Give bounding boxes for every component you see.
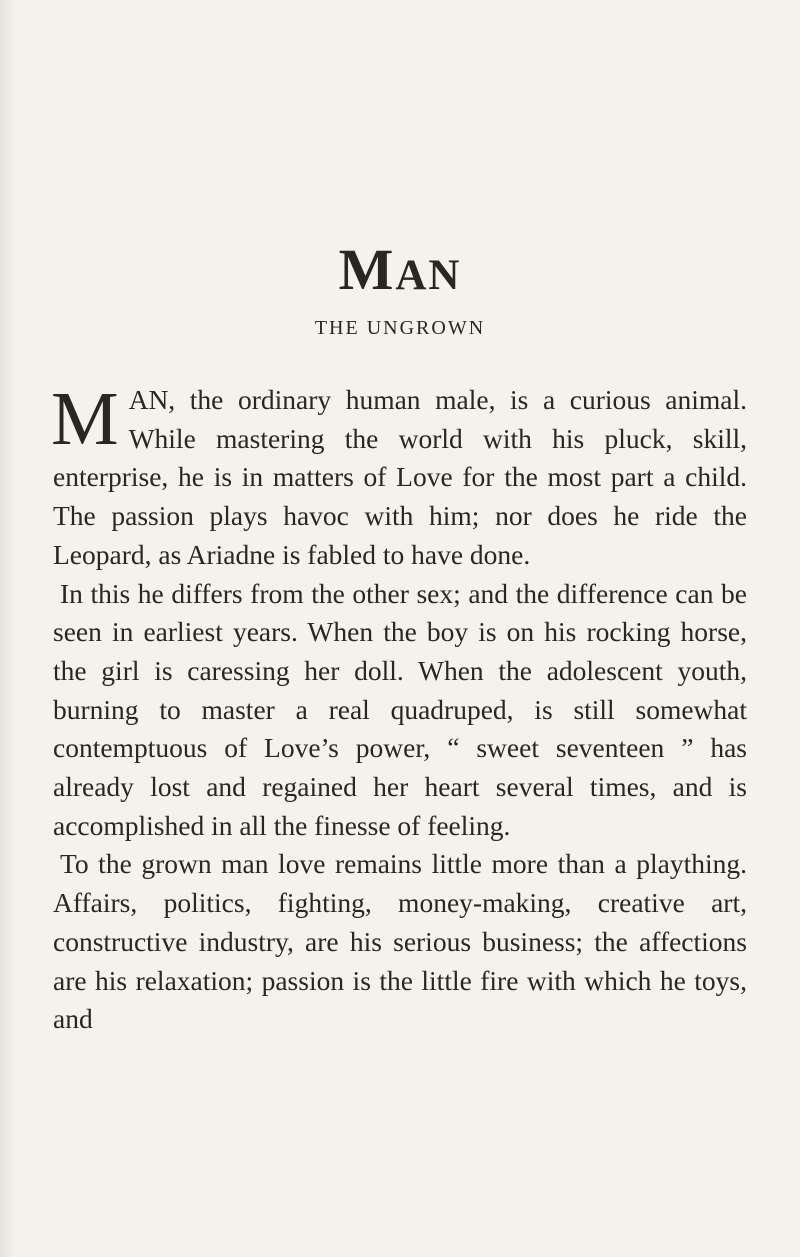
chapter-title-capital: M [338,237,396,302]
paragraph-1-text: AN, the ordinary human male, is a curious animal. While mastering the world with his pluck, skill, enterprise, he is in matters of Love for the most part a child. The passion plays havoc with him; nor does he ride the Leopard, as Ariadne is fabled to have done. [53,384,747,570]
chapter-title [0,237,800,306]
drop-cap: M [51,377,119,461]
body-text [51,377,747,1039]
paragraph-2: In this he differs from the other sex; and the difference can be seen in earliest years. When the boy is on his rocking horse, the girl is caressing her doll. When the adolescent youth, burning to master a real quadruped, is still somewhat contemptuous of Love’s power, “ sweet seventeen ” has already lost and regained her heart several times, and is accomplished in all the finesse of feeling. [53,577,747,841]
page-gutter-shadow [0,0,14,1257]
paragraph-1 [51,377,747,575]
paragraph-3: To the grown man love remains little more than a plaything. Affairs, politics, fighting, money-making, creative art, constructive industry, are his serious business; the affections are his relaxation; passion is the little fire with which he toys, and [53,848,747,1035]
chapter-subtitle: THE UNGROWN [314,317,486,339]
chapter-title-rest: AN [395,252,462,299]
